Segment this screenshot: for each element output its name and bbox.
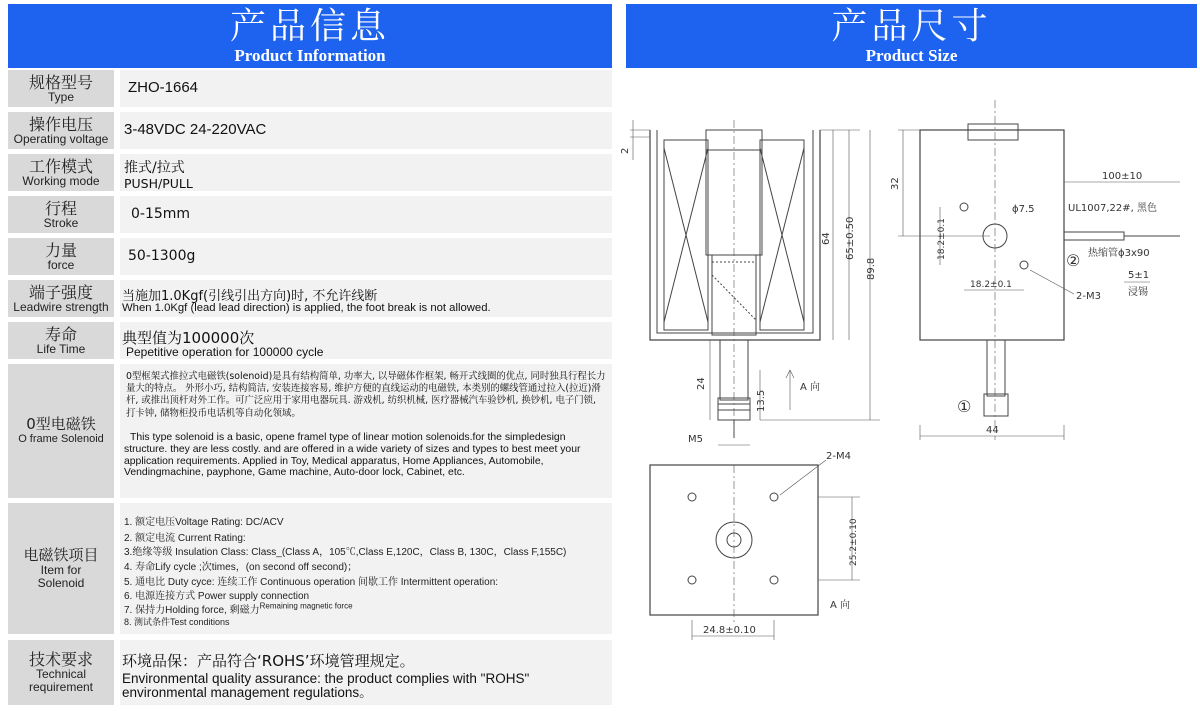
dim-13-5: 13.5 — [756, 389, 767, 412]
item-line: 1. 额定电压Voltage Rating: DC/ACV — [124, 517, 284, 528]
row-value — [120, 364, 612, 498]
value-text-en: Pepetitive operation for 100000 cycle — [126, 345, 324, 359]
row-label — [8, 280, 114, 317]
dim-64: 64 — [821, 232, 832, 245]
spec-row-life — [8, 322, 612, 359]
spec-row-type — [8, 70, 612, 107]
dim-18-2-v: 18.2±0.1 — [937, 218, 947, 260]
callout-2: ② — [1066, 251, 1081, 270]
tin-dip-label: 浸锡 — [1128, 287, 1148, 298]
product-dimension-drawing — [620, 100, 1200, 711]
solenoid-items-row — [8, 503, 612, 634]
o-frame-description-row — [8, 364, 612, 498]
row-label — [8, 154, 114, 191]
row-value — [120, 280, 612, 317]
wire-spec: UL1007,22#, 黑色 — [1068, 203, 1157, 214]
label-cn: 力量 — [44, 240, 77, 260]
value-text: ZHO-1664 — [128, 79, 199, 96]
row-value — [120, 238, 612, 275]
label-en: Type — [47, 89, 74, 104]
item-line: 8. 测试条件Test conditions — [124, 617, 230, 627]
item-line: 4. 寿命Lify cycle ;次times，(on second off second)； — [124, 562, 358, 573]
label-cn: 规格型号 — [28, 72, 93, 92]
row-label — [8, 503, 114, 634]
bottom-view — [650, 451, 860, 640]
row-value — [120, 70, 612, 107]
dim-2: 2 — [620, 147, 631, 154]
technical-requirement-row — [8, 640, 612, 705]
banner-title-en: Product Size — [865, 46, 958, 65]
value-text-en: When 1.0Kgf (lead lead direction) is applied, the foot break is not allowed. — [122, 302, 491, 314]
dim-phi-7-5: ϕ7.5 — [1012, 204, 1035, 215]
description-en: This type solenoid is a basic, opene framel type of linear motion solenoids.for the simpledesign structure. they are less costly. and are offered in a wide variety of sizes and types to best meet your application requirements. Applied in Toy, Medical apparatus, Home Appliances, Automobile, Vendingmachine, payphone, Game machine, Auto-door lock, Cabinet, etc. — [124, 432, 581, 479]
row-label — [8, 196, 114, 233]
value-text-cn: 推式/拉式 — [124, 160, 185, 176]
value-text: 3-48VDC 24-220VAC — [124, 121, 267, 138]
label-en: force — [47, 257, 75, 272]
dim-24-8: 24.8±0.10 — [703, 625, 756, 636]
value-text-en: Environmental quality assurance: the product complies with "ROHS" environmental management regulations。 — [122, 671, 530, 700]
item-text: 7. 保持力Holding force, 剩磁力 — [124, 605, 260, 616]
row-label — [8, 322, 114, 359]
label-en: O frame Solenoid — [18, 433, 104, 445]
label-en: Operating voltage — [13, 131, 109, 146]
dim-5: 5±1 — [1128, 270, 1150, 281]
row-value — [120, 112, 612, 149]
label-en: Life Time — [36, 341, 86, 356]
product-info-banner — [8, 4, 612, 68]
product-size-banner — [626, 4, 1197, 68]
side-view — [890, 100, 1180, 440]
description-cn: 0型框架式推拉式电磁铁(solenoid)是具有结构简单, 功率大, 以导磁体作框架, 畅开式线圈的优点, 同时独具行程长力量大的特点。 外形小巧, 结构简洁, 安装连接容易, 维护方便的直线运动的电磁铁, 本类别的螺线管通过拉入(拉近)滑杆, 或推出顶杆对外工作。可广泛应用于家用电器玩具. 游戏机, 纺织机械, 医疗器械汽车验钞机, 换钞机, 电子门锁, 打卡钟, 储物柜投币电话机等自动化领域。 — [126, 371, 606, 419]
label-en: Leadwire strength — [13, 299, 109, 314]
spec-row-leadwire — [8, 280, 612, 317]
row-label — [8, 640, 114, 705]
label-cn: 0型电磁铁 — [26, 415, 96, 433]
item-line: 3.绝缘等级 Insulation Class: Class_(Class A，105℃,Class E,120C，Class B, 130C，Class F,155C) — [124, 547, 567, 558]
dim-m5: M5 — [688, 434, 703, 445]
callout-1: ① — [957, 397, 972, 416]
dim-25-2: 25.2±0.10 — [849, 518, 859, 566]
dim-65: 65±0.50 — [845, 216, 856, 260]
value-text: 50-1300g — [128, 248, 196, 264]
spec-row-mode — [8, 154, 612, 191]
label-en: Stroke — [43, 215, 79, 230]
item-line: 5. 通电比 Duty cyce: 连续工作 Continuous operation 间歇工作 Intermittent operation: — [124, 577, 499, 588]
banner-title-cn: 产品尺寸 — [831, 6, 992, 47]
value-text-cn: 典型值为100000次 — [122, 329, 255, 347]
row-label — [8, 238, 114, 275]
label-cn: 寿命 — [44, 324, 77, 344]
row-label — [8, 70, 114, 107]
dim-2-m4: 2-M4 — [826, 451, 851, 462]
spec-row-voltage — [8, 112, 612, 149]
spec-row-force — [8, 238, 612, 275]
dim-18-2-h: 18.2±0.1 — [970, 280, 1012, 290]
dim-89-8: 89.8 — [866, 257, 877, 280]
label-cn: 电磁铁项目 — [23, 546, 99, 564]
front-view — [620, 120, 880, 445]
item-line — [124, 601, 353, 616]
dim-44: 44 — [986, 425, 999, 436]
row-value — [120, 503, 612, 634]
heat-shrink-spec: 热缩管ϕ3x90 — [1088, 248, 1150, 259]
remaining-force-text: Remaining magnetic force — [259, 601, 353, 611]
row-value — [120, 154, 612, 191]
value-text-cn: 环境品保：产品符合‘ROHS’环境管理规定。 — [122, 652, 415, 670]
label-cn: 技术要求 — [28, 650, 93, 669]
label-en: Working mode — [22, 173, 100, 188]
spec-row-stroke — [8, 196, 612, 233]
dim-2-m3: 2-M3 — [1076, 291, 1101, 302]
value-text-cn: 当施加1.0Kgf(引线引出方向)时, 不允许线断 — [122, 289, 378, 304]
dim-24: 24 — [696, 377, 707, 390]
label-en: Technical requirement — [28, 667, 94, 694]
banner-title-en: Product Information — [234, 46, 386, 65]
label-cn: 行程 — [44, 198, 77, 218]
label-cn: 端子强度 — [28, 282, 93, 302]
value-text: 0-15mm — [131, 206, 191, 222]
dim-32: 32 — [890, 177, 901, 190]
row-label — [8, 364, 114, 498]
label-en: Item for Solenoid — [37, 563, 85, 590]
item-line: 2. 额定电流 Current Rating: — [124, 533, 246, 544]
row-value — [120, 196, 612, 233]
row-value — [120, 322, 612, 359]
label-cn: 操作电压 — [28, 114, 93, 134]
row-value — [120, 640, 612, 705]
label-cn: 工作模式 — [28, 156, 93, 176]
a-direction-label-2: A 向 — [830, 600, 851, 611]
banner-title-cn: 产品信息 — [229, 6, 390, 47]
item-line: 6. 电源连接方式 Power supply connection — [124, 591, 310, 602]
value-text-en: PUSH/PULL — [124, 176, 193, 191]
row-label — [8, 112, 114, 149]
a-direction-label: A 向 — [800, 382, 821, 393]
dim-100: 100±10 — [1102, 171, 1143, 182]
